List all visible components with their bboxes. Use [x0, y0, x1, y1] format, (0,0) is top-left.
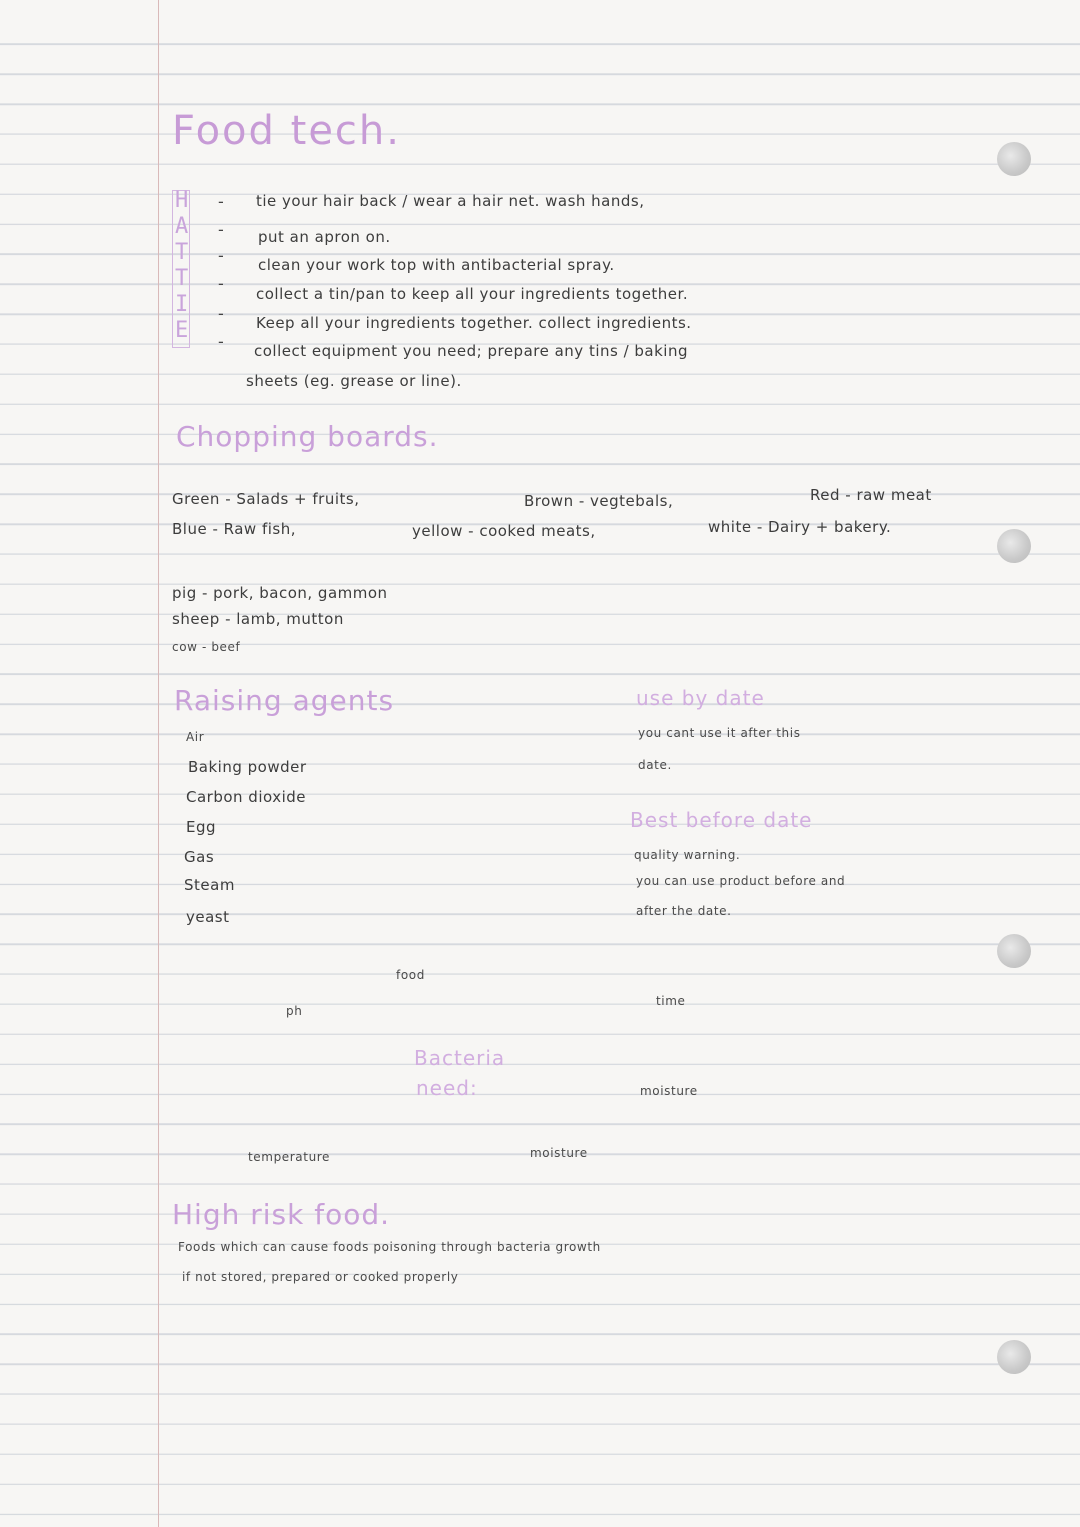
dash: -: [218, 246, 224, 265]
high-risk-heading: High risk food.: [172, 1198, 391, 1231]
best-before-line-2: you can use product before and: [636, 874, 846, 888]
dash: -: [218, 274, 224, 293]
high-risk-line-2: if not stored, prepared or cooked properly: [182, 1270, 459, 1284]
chopping-boards-heading: Chopping boards.: [176, 420, 439, 453]
punch-hole-2: [997, 529, 1031, 563]
bacteria-heading-line-2: need:: [416, 1076, 478, 1100]
board-yellow: yellow - cooked meats,: [412, 522, 596, 540]
raising-agent-item: Carbon dioxide: [186, 788, 307, 806]
board-white: white - Dairy + bakery.: [708, 518, 892, 536]
use-by-line-1: you cant use it after this: [638, 726, 801, 740]
board-green: Green - Salads + fruits,: [172, 490, 360, 508]
board-blue: Blue - Raw fish,: [172, 520, 297, 538]
best-before-line-1: quality warning.: [634, 848, 741, 862]
bacteria-need-food: food: [396, 968, 425, 982]
hattie-letter-i: I: [175, 292, 189, 317]
hattie-text-h: tie your hair back / wear a hair net. wash hands,: [256, 192, 645, 210]
dash: -: [218, 304, 224, 323]
board-red: Red - raw meat: [810, 486, 932, 504]
hattie-text-t2: collect a tin/pan to keep all your ingredients together.: [256, 285, 689, 303]
margin-line: [158, 0, 159, 1527]
raising-agent-item: yeast: [186, 908, 230, 926]
bacteria-need-temperature: temperature: [248, 1150, 331, 1164]
bacteria-need-ph: ph: [286, 1004, 303, 1018]
raising-agent-item: Air: [186, 730, 205, 744]
hattie-letter-e: E: [175, 318, 189, 343]
use-by-heading: use by date: [636, 686, 765, 710]
page-title: Food tech.: [172, 108, 401, 154]
animal-pig: pig - pork, bacon, gammon: [172, 584, 388, 602]
punch-hole-1: [997, 142, 1031, 176]
hattie-continuation: sheets (eg. grease or line).: [246, 372, 462, 390]
hattie-letter-a: A: [175, 214, 189, 239]
raising-agent-item: Steam: [184, 876, 235, 894]
dash: -: [218, 220, 224, 239]
raising-agent-item: Egg: [186, 818, 217, 836]
high-risk-line-1: Foods which can cause foods poisoning through bacteria growth: [178, 1240, 601, 1254]
raising-agent-item: Gas: [184, 848, 215, 866]
punch-hole-4: [997, 1340, 1031, 1374]
hattie-text-t1: clean your work top with antibacterial spray.: [258, 256, 615, 274]
best-before-heading: Best before date: [630, 808, 813, 832]
animal-cow: cow - beef: [172, 640, 241, 654]
hattie-letter-t1: T: [175, 240, 189, 265]
bacteria-heading-line-1: Bacteria: [414, 1046, 506, 1070]
hattie-text-a: put an apron on.: [258, 228, 391, 246]
animal-sheep: sheep - lamb, mutton: [172, 610, 344, 628]
bacteria-need-time: time: [656, 994, 686, 1008]
punch-hole-3: [997, 934, 1031, 968]
bacteria-need-moisture-bottom: moisture: [530, 1146, 588, 1160]
bacteria-need-moisture-right: moisture: [640, 1084, 698, 1098]
hattie-letter-h: H: [175, 188, 189, 213]
hattie-text-i: Keep all your ingredients together. collect ingredients.: [256, 314, 692, 332]
dash: -: [218, 332, 224, 351]
use-by-line-2: date.: [638, 758, 672, 772]
best-before-line-3: after the date.: [636, 904, 732, 918]
hattie-letter-t2: T: [175, 266, 189, 291]
dash: -: [218, 192, 224, 211]
hattie-text-e: collect equipment you need; prepare any tins / baking: [254, 342, 688, 360]
raising-agents-heading: Raising agents: [174, 684, 395, 717]
raising-agent-item: Baking powder: [188, 758, 307, 776]
board-brown: Brown - vegtebals,: [524, 492, 674, 510]
